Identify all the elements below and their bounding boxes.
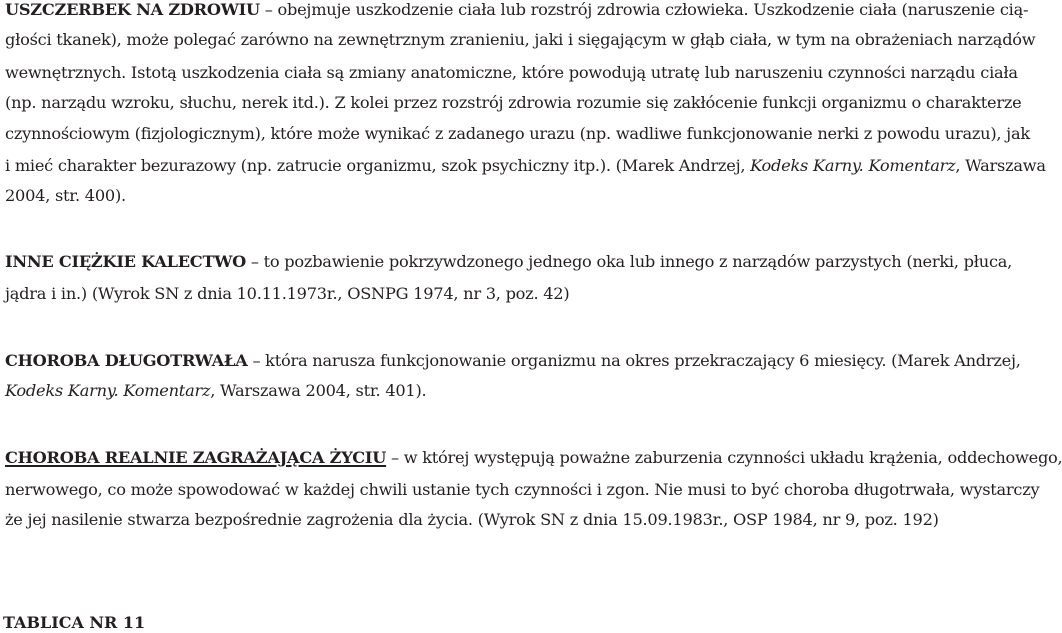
text-run: jądra i in.) (Wyrok SN z dnia 10.11.1973r., OSNPG 1974, nr 3, poz. 42) (5, 284, 570, 303)
defined-term: USZCZERBEK NA ZDROWIU (5, 0, 260, 19)
text-run: i mieć charakter bezurazowy (np. zatrucie organizmu, szok psychiczny itp.). (Marek Andrzej, (5, 156, 751, 175)
text-line (5, 156, 1046, 176)
defined-term: CHOROBA REALNIE ZAGRAŻAJĄCA ŻYCIU (5, 448, 387, 467)
text-run: 2004, str. 400). (5, 186, 126, 205)
text-run: – w której występują poważne zaburzenia czynności układu krążenia, oddechowego, (386, 448, 1062, 467)
text-run: głości tkanek), może polegać zarówno na zewnętrznym zranieniu, jaki i sięgającym w głąb ciała, w tym na obrażeniach narządów (5, 30, 1036, 49)
text-run: nerwowego, co może spowodować w każdej chwili ustanie tych czynności i zgon. Nie musi to być choroba długotrwała, wystarczy (5, 480, 1040, 499)
defined-term: CHOROBA DŁUGOTRWAŁA (5, 351, 248, 370)
text-line (5, 284, 955, 304)
table-title: TABLICA NR 11 (3, 613, 146, 632)
text-run: – która narusza funkcjonowanie organizmu na okres przekraczający 6 miesięcy. (Marek Andrzej, (247, 351, 1021, 370)
text-line (5, 0, 1029, 20)
text-line (5, 124, 1030, 144)
text-line (5, 252, 1013, 272)
text-run: (np. narządu wzroku, słuchu, nerek itd.). Z kolei przez rozstrój zdrowia rozumie się zakłócenie funkcji organizmu o charakterze (5, 93, 1022, 112)
defined-term: INNE CIĘŻKIE KALECTWO (5, 252, 247, 271)
text-run: – to pozbawienie pokrzywdzonego jednego oka lub innego z narządów parzystych (nerki, płuca, (246, 252, 1013, 271)
citation-title: Kodeks Karny. Komentarz (5, 381, 211, 400)
text-run: czynnościowym (fizjologicznym), które może wynikać z zadanego urazu (np. wadliwe funkcjonowanie nerki z powodu urazu), jak (5, 124, 1030, 143)
text-line (5, 186, 955, 206)
text-line (5, 30, 1036, 50)
text-line (5, 351, 1021, 371)
text-line (5, 63, 1018, 83)
citation-title: Kodeks Karny. Komentarz (750, 156, 956, 175)
text-run: wewnętrznych. Istotą uszkodzenia ciała są zmiany anatomiczne, które powodują utratę lub naruszeniu czynności narządu ciała (5, 63, 1018, 82)
text-line (5, 510, 955, 530)
text-line (5, 93, 1022, 113)
text-line (5, 448, 1062, 468)
text-line (5, 480, 1040, 500)
text-run: , Warszawa 2004, str. 401). (210, 381, 427, 400)
text-run: , Warszawa (955, 156, 1046, 175)
text-run: że jej nasilenie stwarza bezpośrednie zagrożenia dla życia. (Wyrok SN z dnia 15.09.1983r., OSP 1984, nr 9, poz. 192) (5, 510, 939, 529)
text-run: – obejmuje uszkodzenie ciała lub rozstrój zdrowia człowieka. Uszkodzenie ciała (naruszenie cią- (259, 0, 1029, 19)
text-line (5, 381, 955, 401)
